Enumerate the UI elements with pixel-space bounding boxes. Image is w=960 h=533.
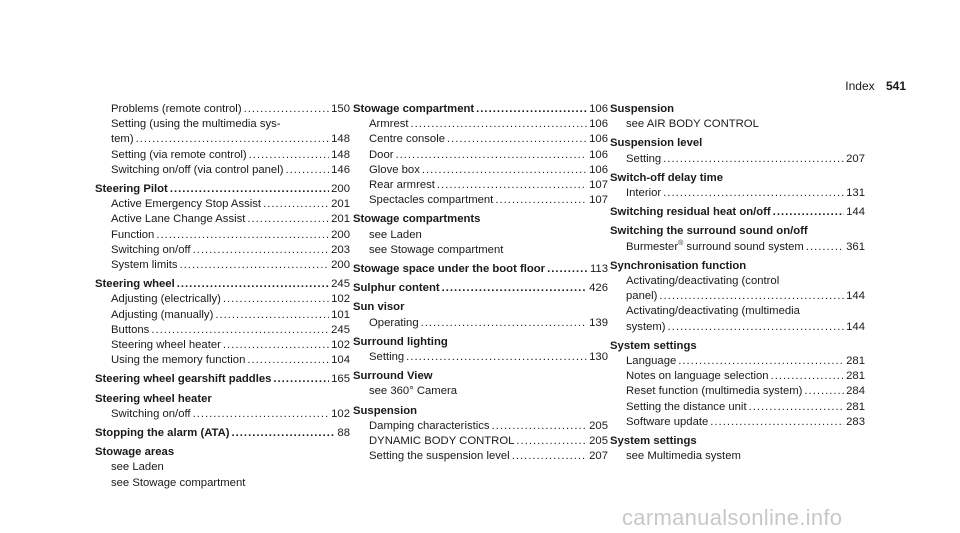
index-entry xyxy=(95,132,350,147)
entry-text: Suspension xyxy=(610,103,675,115)
entry-text: see Laden xyxy=(369,228,422,241)
index-heading xyxy=(353,212,608,227)
page-ref: 106 xyxy=(589,148,608,161)
leader-dots xyxy=(285,163,329,178)
index-entry xyxy=(95,258,350,273)
index-entry xyxy=(610,354,865,369)
leader-dots xyxy=(193,243,330,258)
index-entry xyxy=(353,228,608,243)
index-entry xyxy=(353,163,608,178)
leader-dots xyxy=(136,132,330,147)
index-entry xyxy=(610,384,865,399)
page-ref: 201 xyxy=(331,198,350,211)
entry-text: see Stowage compartment xyxy=(111,476,246,489)
page-ref: 102 xyxy=(331,407,350,420)
entry-text: System limits xyxy=(111,259,178,272)
entry-text: Active Emergency Stop Assist xyxy=(111,198,262,211)
entry-text: Door xyxy=(369,148,394,161)
entry-text: see Stowage compartment xyxy=(369,243,504,256)
entry-text: see 360° Camera xyxy=(369,385,458,398)
leader-dots xyxy=(476,102,587,117)
index-heading xyxy=(95,445,350,460)
entry-text: Notes on language selection xyxy=(626,370,769,383)
entry-text: Spectacles compartment xyxy=(369,194,494,207)
index-entry xyxy=(95,148,350,163)
leader-dots xyxy=(547,262,588,277)
index-entry xyxy=(353,316,608,331)
leader-dots xyxy=(678,354,844,369)
index-entry xyxy=(95,102,350,117)
page-ref: 281 xyxy=(846,370,865,383)
page-ref: 148 xyxy=(331,133,350,146)
index-heading xyxy=(610,205,865,220)
index-entry xyxy=(610,400,865,415)
page-ref: 146 xyxy=(331,163,350,176)
entry-text: Burmester® surround sound system xyxy=(626,239,804,253)
index-entry xyxy=(610,152,865,167)
entry-text: Switching on/off xyxy=(111,243,191,256)
index-entry xyxy=(95,476,350,491)
page-ref: 361 xyxy=(846,240,865,253)
leader-dots xyxy=(422,163,587,178)
leader-dots xyxy=(447,132,587,147)
index-heading xyxy=(353,335,608,350)
leader-dots xyxy=(773,205,844,220)
index-entry xyxy=(95,243,350,258)
index-entry xyxy=(353,132,608,147)
index-heading xyxy=(353,281,608,296)
index-entry xyxy=(95,308,350,323)
leader-dots xyxy=(512,449,587,464)
page-ref: 113 xyxy=(589,263,608,276)
index-entry xyxy=(610,320,865,335)
entry-text: Steering wheel heater xyxy=(111,339,221,352)
entry-text: Steering wheel xyxy=(95,278,175,291)
index-entry xyxy=(353,193,608,208)
index-entry xyxy=(353,117,608,132)
index-heading xyxy=(353,262,608,277)
index-heading xyxy=(95,277,350,292)
leader-dots xyxy=(273,372,329,387)
index-heading xyxy=(95,392,350,407)
index-entry xyxy=(353,243,608,258)
index-entry xyxy=(610,369,865,384)
entry-text: Problems (remote control) xyxy=(111,103,242,115)
index-entry xyxy=(610,274,865,289)
page-ref: 200 xyxy=(331,228,350,241)
leader-dots xyxy=(247,353,329,368)
page-ref: 281 xyxy=(846,400,865,413)
index-heading xyxy=(610,136,865,151)
watermark: carmanualsonline.info xyxy=(622,505,843,530)
page-ref: 144 xyxy=(846,320,865,333)
page-ref: 207 xyxy=(589,450,608,463)
entry-text: Stowage areas xyxy=(95,446,175,459)
index-heading xyxy=(610,339,865,354)
leader-dots xyxy=(659,289,844,304)
leader-dots xyxy=(215,308,329,323)
page-ref: 106 xyxy=(589,133,608,146)
entry-text: Software update xyxy=(626,415,709,428)
index-heading xyxy=(610,259,865,274)
leader-dots xyxy=(411,117,588,132)
entry-text: Sun visor xyxy=(353,301,405,314)
leader-dots xyxy=(156,228,329,243)
leader-dots xyxy=(492,419,588,434)
entry-text: system) xyxy=(626,320,666,333)
leader-dots xyxy=(516,434,587,449)
index-entry xyxy=(95,460,350,475)
page-ref: 200 xyxy=(331,183,350,196)
index-entry xyxy=(95,228,350,243)
entry-text: Switching on/off (via control panel) xyxy=(111,163,284,176)
entry-text: Setting the suspension level xyxy=(369,450,510,463)
header-title: Index xyxy=(845,79,875,93)
entry-text: tem) xyxy=(111,133,134,146)
page-ref: 245 xyxy=(331,278,350,291)
leader-dots xyxy=(180,258,330,273)
entry-text: Suspension xyxy=(353,404,418,417)
page-header xyxy=(845,79,906,93)
entry-text: Sulphur content xyxy=(353,282,440,295)
entry-text: Activating/deactivating (control xyxy=(626,275,780,288)
entry-text: Glove box xyxy=(369,163,420,176)
page-ref: 207 xyxy=(846,152,865,165)
entry-text: Stowage compartment xyxy=(353,103,475,115)
index-heading xyxy=(353,300,608,315)
page-number: 541 xyxy=(885,79,906,93)
index-entry xyxy=(610,304,865,319)
leader-dots xyxy=(177,277,329,292)
leader-dots xyxy=(495,193,587,208)
index-entry xyxy=(610,117,865,132)
leader-dots xyxy=(437,178,587,193)
leader-dots xyxy=(749,400,845,415)
index-entry xyxy=(95,212,350,227)
page-ref: 130 xyxy=(589,351,608,364)
entry-text: Steering Pilot xyxy=(95,183,168,196)
entry-text: Adjusting (electrically) xyxy=(111,293,221,306)
index-entry xyxy=(95,407,350,422)
page-ref: 106 xyxy=(589,103,608,115)
index-entry xyxy=(353,384,608,399)
index-heading xyxy=(610,102,865,117)
entry-text: Setting the distance unit xyxy=(626,400,747,413)
entry-text: Adjusting (manually) xyxy=(111,308,214,321)
index-entry xyxy=(353,148,608,163)
page-ref: 144 xyxy=(846,206,865,219)
index-entry xyxy=(353,178,608,193)
entry-text: Language xyxy=(626,355,677,368)
leader-dots xyxy=(668,320,845,335)
entry-text: DYNAMIC BODY CONTROL xyxy=(369,435,515,448)
entry-text: see Laden xyxy=(111,461,164,474)
index-entry xyxy=(610,186,865,201)
entry-text: Activating/deactivating (multimedia xyxy=(626,305,800,318)
entry-text: Suspension level xyxy=(610,137,703,150)
index-entry xyxy=(353,419,608,434)
entry-text: System settings xyxy=(610,435,697,448)
index-entry xyxy=(95,117,350,132)
page-ref: 205 xyxy=(589,435,608,448)
page-ref: 205 xyxy=(589,419,608,432)
entry-text: Setting (using the multimedia sys- xyxy=(111,118,281,131)
index-heading xyxy=(95,372,350,387)
entry-text: Synchronisation function xyxy=(610,259,747,272)
page-ref: 88 xyxy=(337,427,350,440)
index-heading xyxy=(610,434,865,449)
index-entry xyxy=(353,350,608,365)
page-ref: 281 xyxy=(846,355,865,368)
entry-text: Setting xyxy=(369,351,405,364)
entry-text: Operating xyxy=(369,316,419,329)
entry-text: Using the memory function xyxy=(111,354,246,367)
page-ref: 165 xyxy=(331,373,350,386)
page-ref: 245 xyxy=(331,323,350,336)
page-ref: 104 xyxy=(331,354,350,367)
leader-dots xyxy=(263,197,329,212)
entry-text: Function xyxy=(111,228,155,241)
index-column-3 xyxy=(610,102,865,464)
index-entry xyxy=(95,292,350,307)
index-entry xyxy=(95,197,350,212)
page-ref: 102 xyxy=(331,339,350,352)
page-ref: 284 xyxy=(846,385,865,398)
entry-text: Surround lighting xyxy=(353,335,448,348)
leader-dots xyxy=(804,384,844,399)
index-entry xyxy=(610,240,865,255)
leader-dots xyxy=(421,316,588,331)
leader-dots xyxy=(247,212,329,227)
entry-text: Rear armrest xyxy=(369,179,435,192)
page-ref: 201 xyxy=(331,213,350,226)
page-ref: 107 xyxy=(589,194,608,207)
page-ref: 107 xyxy=(589,179,608,192)
index-heading xyxy=(610,224,865,239)
entry-text: Setting (via remote control) xyxy=(111,148,247,161)
entry-text: Stopping the alarm (ATA) xyxy=(95,427,230,440)
page-ref: 106 xyxy=(589,118,608,131)
entry-text: Surround View xyxy=(353,370,433,383)
entry-text: Damping characteristics xyxy=(369,419,490,432)
page-ref: 144 xyxy=(846,290,865,303)
entry-text: see Multimedia system xyxy=(626,450,741,463)
leader-dots xyxy=(442,281,588,296)
entry-text: Armrest xyxy=(369,118,409,131)
leader-dots xyxy=(232,426,336,441)
page-ref: 101 xyxy=(331,308,350,321)
index-heading xyxy=(353,404,608,419)
index-entry xyxy=(610,415,865,430)
index-column-2 xyxy=(353,102,608,464)
entry-text: Steering wheel heater xyxy=(95,392,212,405)
page-ref: 106 xyxy=(589,163,608,176)
index-entry xyxy=(95,353,350,368)
page-ref: 102 xyxy=(331,293,350,306)
entry-text: panel) xyxy=(626,290,658,303)
entry-text: Steering wheel gearshift paddles xyxy=(95,373,272,386)
entry-text: Switching on/off xyxy=(111,407,191,420)
entry-text: Stowage space under the boot floor xyxy=(353,263,546,276)
index-heading xyxy=(610,171,865,186)
leader-dots xyxy=(396,148,588,163)
leader-dots xyxy=(193,407,330,422)
index-heading xyxy=(353,369,608,384)
entry-text: Switching the surround sound on/off xyxy=(610,225,808,238)
leader-dots xyxy=(806,240,844,255)
index-entry xyxy=(610,289,865,304)
page-ref: 150 xyxy=(331,103,350,115)
page-ref: 203 xyxy=(331,243,350,256)
page-ref: 283 xyxy=(846,415,865,428)
leader-dots xyxy=(663,186,844,201)
leader-dots xyxy=(771,369,845,384)
entry-text: Interior xyxy=(626,187,662,200)
page-ref: 148 xyxy=(331,148,350,161)
index-column-1 xyxy=(95,102,350,491)
leader-dots xyxy=(663,152,844,167)
leader-dots xyxy=(249,148,330,163)
entry-text: Switch-off delay time xyxy=(610,171,723,184)
leader-dots xyxy=(710,415,844,430)
entry-text: Active Lane Change Assist xyxy=(111,213,246,226)
page-ref: 139 xyxy=(589,316,608,329)
leader-dots xyxy=(244,102,330,117)
leader-dots xyxy=(223,292,329,307)
index-entry xyxy=(95,163,350,178)
index-heading xyxy=(95,182,350,197)
page-ref: 426 xyxy=(589,282,608,295)
entry-text: Buttons xyxy=(111,323,150,336)
leader-dots xyxy=(406,350,587,365)
entry-text: see AIR BODY CONTROL xyxy=(626,118,759,131)
index-heading xyxy=(353,102,608,117)
page-ref: 200 xyxy=(331,259,350,272)
index-heading xyxy=(95,426,350,441)
leader-dots xyxy=(223,338,329,353)
leader-dots xyxy=(170,182,329,197)
index-entry xyxy=(95,323,350,338)
leader-dots xyxy=(151,323,329,338)
index-entry xyxy=(610,449,865,464)
entry-text: System settings xyxy=(610,339,697,352)
entry-text: Reset function (multimedia system) xyxy=(626,385,803,398)
entry-text: Centre console xyxy=(369,133,445,146)
index-entry xyxy=(95,338,350,353)
entry-text: Switching residual heat on/off xyxy=(610,206,771,219)
page-ref: 131 xyxy=(846,187,865,200)
index-entry xyxy=(353,434,608,449)
entry-text: Stowage compartments xyxy=(353,213,481,226)
index-entry xyxy=(353,449,608,464)
entry-text: Setting xyxy=(626,152,662,165)
